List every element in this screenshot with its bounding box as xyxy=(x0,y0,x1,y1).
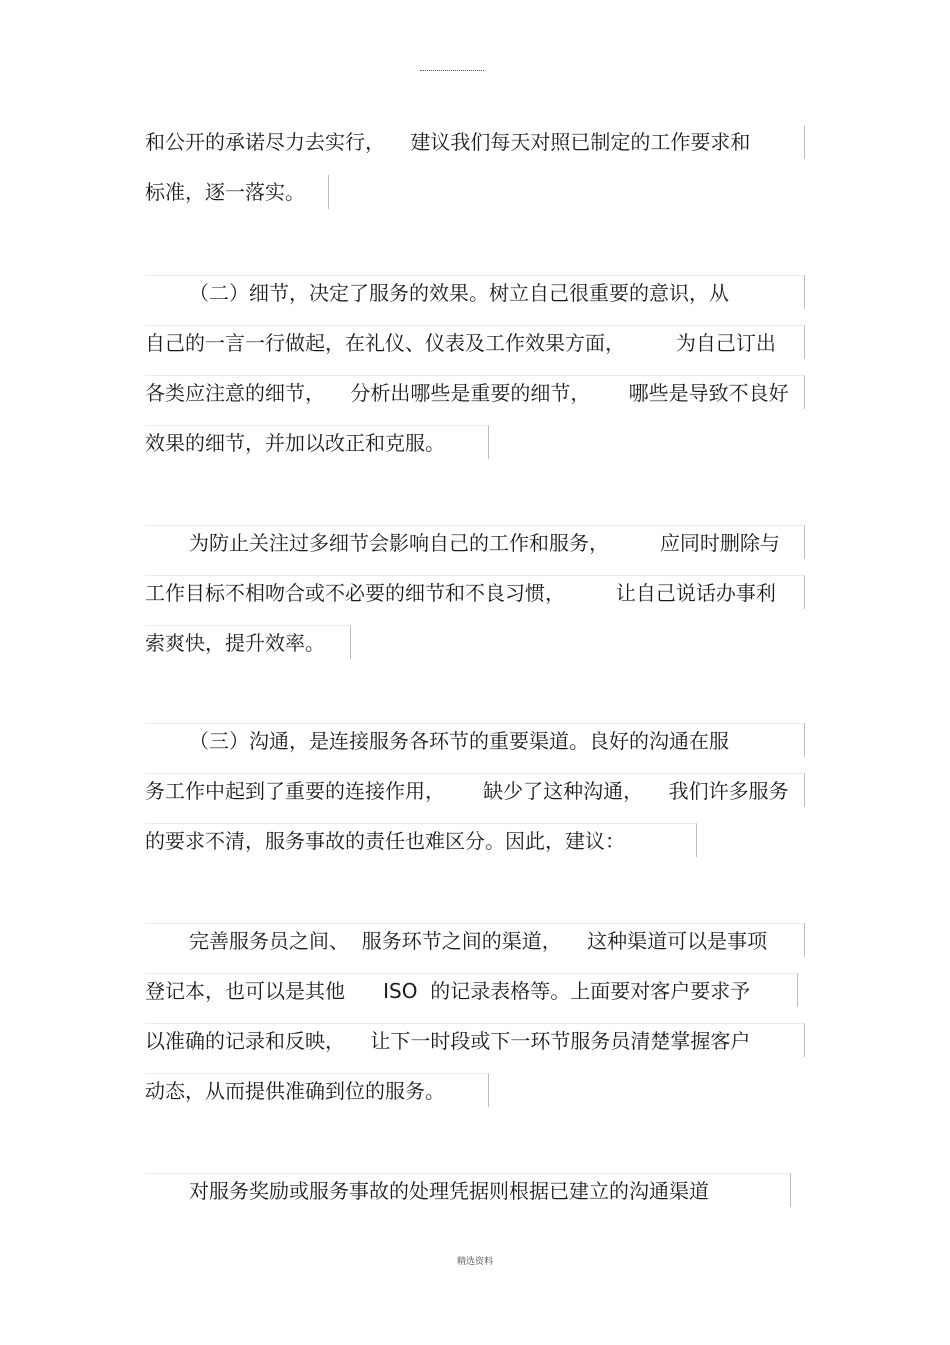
text-line: 的要求不清，服务事故的责任也难区分。因此，建议： xyxy=(145,823,697,857)
text-line: （三）沟通，是连接服务各环节的重要渠道。良好的沟通在服 xyxy=(145,723,805,757)
text-line: 各类应注意的细节， 分析出哪些是重要的细节， 哪些是导致不良好 xyxy=(145,375,805,409)
header-rule xyxy=(420,70,484,71)
text-line: 自己的一言一行做起，在礼仪、仪表及工作效果方面， 为自己订出 xyxy=(145,325,805,359)
text-line: 动态，从而提供准确到位的服务。 xyxy=(145,1073,489,1107)
text-line: （二）细节，决定了服务的效果。树立自己很重要的意识，从 xyxy=(145,275,805,309)
text-line: 工作目标不相吻合或不必要的细节和不良习惯， 让自己说话办事利 xyxy=(145,575,805,609)
text-line: 以准确的记录和反映， 让下一时段或下一环节服务员清楚掌握客户 xyxy=(145,1023,805,1057)
text-line: 完善服务员之间、 服务环节之间的渠道， 这种渠道可以是事项 xyxy=(145,923,805,957)
text-line: 和公开的承诺尽力去实行， 建议我们每天对照已制定的工作要求和 xyxy=(145,125,805,159)
page-footer: 精选资料 xyxy=(456,1257,493,1267)
text-line: 对服务奖励或服务事故的处理凭据则根据已建立的沟通渠道 xyxy=(145,1173,791,1207)
text-line: 效果的细节，并加以改正和克服。 xyxy=(145,425,489,459)
text-line: 标准，逐一落实。 xyxy=(145,175,329,209)
text-line: 务工作中起到了重要的连接作用， 缺少了这种沟通， 我们许多服务 xyxy=(145,773,805,807)
text-line: 索爽快，提升效率。 xyxy=(145,625,351,659)
text-line: 登记本，也可以是其他 ISO 的记录表格等。上面要对客户要求予 xyxy=(145,973,798,1007)
text-line: 为防止关注过多细节会影响自己的工作和服务， 应同时删除与 xyxy=(145,525,805,559)
